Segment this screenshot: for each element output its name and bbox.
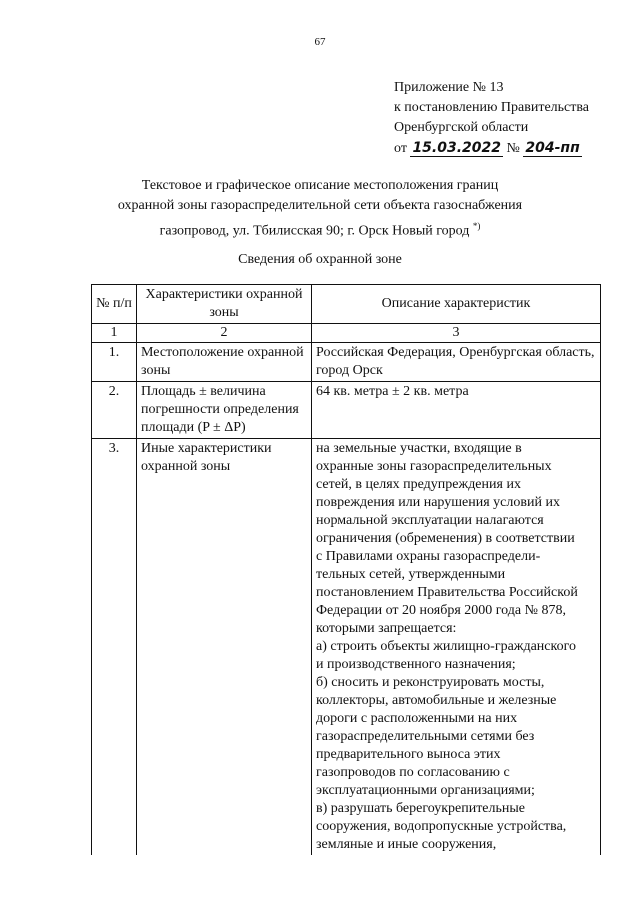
handwritten-number: 204-пп: [525, 140, 580, 156]
handwritten-date: 15.03.2022: [412, 140, 502, 156]
description-line: тельных сетей, утвержденными: [316, 567, 506, 582]
description-line: коллекторы, автомобильные и железные: [316, 693, 557, 708]
title-line-2: охранной зоны газораспределительной сети объекта газоснабжения: [117, 198, 523, 213]
appendix-date-line: [394, 138, 589, 159]
description-line: сетей, в целях предупреждения их: [316, 477, 521, 492]
description-line: б) сносить и реконструировать мосты,: [316, 675, 545, 690]
section-subtitle: Сведения об охранной зоне: [238, 252, 402, 267]
description-line: нормальной эксплуатации налагаются: [316, 513, 544, 528]
header-number: № п/п: [92, 285, 137, 324]
row-description: Российская Федерация, Оренбургская область, город Орск: [312, 343, 601, 382]
index-cell-2: 2: [137, 324, 312, 343]
appendix-line-3: Оренбургской области: [394, 120, 529, 135]
appendix-block: [394, 78, 589, 159]
description-line: сооружения, водопропускные устройства,: [316, 819, 567, 834]
description-line: постановлением Правительства Российской: [316, 585, 578, 600]
from-label: от: [394, 141, 407, 156]
description-line: охранные зоны газораспределительных: [316, 459, 552, 474]
description-line: с Правилами охраны газораспредели-: [316, 549, 541, 564]
description-line: на земельные участки, входящие в: [316, 441, 522, 456]
table-index-row: [92, 324, 601, 343]
description-line: которыми запрещается:: [316, 621, 457, 636]
footnote-mark: *): [472, 221, 481, 231]
description-line: газораспределительными сетями без: [316, 729, 535, 744]
description-line: эксплуатационными организациями;: [316, 783, 535, 798]
row-characteristic: Иные характеристики охранной зоны: [137, 439, 312, 856]
description-line: Федерации от 20 ноября 2000 года № 878,: [316, 603, 566, 618]
header-characteristics: Характеристики охранной зоны: [137, 285, 312, 324]
description-line: в) разрушать берегоукрепительные: [316, 801, 526, 816]
row-number: 2.: [92, 382, 137, 439]
protection-zone-table: [91, 284, 601, 855]
description-line: и производственного назначения;: [316, 657, 516, 672]
appendix-line-1: Приложение № 13: [394, 80, 504, 95]
description-line: ограничения (обременения) в соответствии: [316, 531, 575, 546]
number-label: №: [506, 141, 520, 156]
description-line: земляные и иные сооружения,: [316, 837, 497, 852]
table-header-row: [92, 285, 601, 324]
description-line: предварительного выноса этих: [316, 747, 501, 762]
description-line: дороги с расположенными на них: [316, 711, 518, 726]
document-title: [60, 176, 580, 242]
title-line-3-text: газопровод, ул. Тбилисская 90; г. Орск Новый город: [159, 223, 470, 239]
description-line: газопроводов по согласованию с: [316, 765, 510, 780]
page-number: 67: [314, 36, 326, 48]
row-number: 3.: [92, 439, 137, 856]
header-description: Описание характеристик: [312, 285, 601, 324]
index-cell-1: 1: [92, 324, 137, 343]
index-cell-3: 3: [312, 324, 601, 343]
row-characteristic: Местоположение охранной зоны: [137, 343, 312, 382]
row-description: [312, 439, 601, 856]
appendix-line-2: к постановлению Правительства: [394, 100, 590, 115]
table-row: [92, 382, 601, 439]
row-characteristic: Площадь ± величина погрешности определения площади (P ± ΔP): [137, 382, 312, 439]
description-line: а) строить объекты жилищно-гражданского: [316, 639, 576, 654]
title-line-1: Текстовое и графическое описание местоположения границ: [141, 178, 499, 193]
row-number: 1.: [92, 343, 137, 382]
title-line-3: [60, 216, 580, 242]
row-description: 64 кв. метра ± 2 кв. метра: [312, 382, 601, 439]
table-row: [92, 439, 601, 856]
table-row: [92, 343, 601, 382]
description-line: повреждения или нарушения условий их: [316, 495, 560, 510]
